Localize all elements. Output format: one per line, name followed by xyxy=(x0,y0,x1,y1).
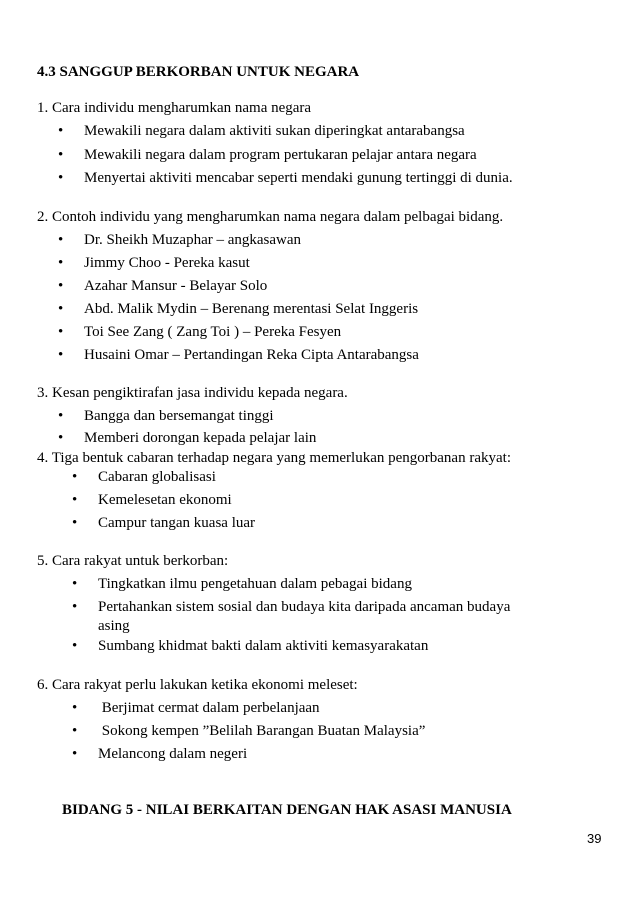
bullet-icon: • xyxy=(58,147,64,163)
bullet-icon: • xyxy=(72,515,78,531)
list-item: Melancong dalam negeri xyxy=(98,746,248,762)
bullet-icon: • xyxy=(72,746,78,762)
list-item: Memberi dorongan kepada pelajar lain xyxy=(84,430,317,446)
bullet-icon: • xyxy=(72,492,78,508)
footer-heading: BIDANG 5 - NILAI BERKAITAN DENGAN HAK ASASI MANUSIA xyxy=(62,802,512,818)
bullet-icon: • xyxy=(72,700,78,716)
bullet-icon: • xyxy=(72,638,78,654)
list-item: Toi See Zang ( Zang Toi ) – Pereka Fesyen xyxy=(84,324,342,340)
bullet-icon: • xyxy=(58,123,64,139)
section-2-heading: 2. Contoh individu yang mengharumkan nama negara dalam pelbagai bidang. xyxy=(37,209,504,225)
list-item: Abd. Malik Mydin – Berenang merentasi Selat Inggeris xyxy=(84,301,419,317)
bullet-icon: • xyxy=(58,301,64,317)
list-item: Cabaran globalisasi xyxy=(98,469,216,485)
bullet-icon: • xyxy=(58,324,64,340)
list-item-continuation: asing xyxy=(98,618,130,634)
bullet-icon: • xyxy=(58,408,64,424)
bullet-icon: • xyxy=(72,469,78,485)
list-item: Kemelesetan ekonomi xyxy=(98,492,232,508)
bullet-icon: • xyxy=(58,255,64,271)
bullet-icon: • xyxy=(58,347,64,363)
list-item: Berjimat cermat dalam perbelanjaan xyxy=(98,700,320,716)
bullet-icon: • xyxy=(72,723,78,739)
section-title: 4.3 SANGGUP BERKORBAN UNTUK NEGARA xyxy=(37,64,360,80)
page-number: 39 xyxy=(587,831,602,846)
list-item: Pertahankan sistem sosial dan budaya kita daripada ancaman budaya xyxy=(98,599,511,615)
list-item: Mewakili negara dalam aktiviti sukan diperingkat antarabangsa xyxy=(84,123,465,139)
bullet-icon: • xyxy=(58,278,64,294)
list-item: Azahar Mansur - Belayar Solo xyxy=(84,278,268,294)
list-item: Bangga dan bersemangat tinggi xyxy=(84,408,274,424)
section-3-heading: 3. Kesan pengiktirafan jasa individu kepada negara. xyxy=(37,385,348,401)
list-item: Mewakili negara dalam program pertukaran pelajar antara negara xyxy=(84,147,477,163)
section-4-heading: 4. Tiga bentuk cabaran terhadap negara yang memerlukan pengorbanan rakyat: xyxy=(37,450,511,466)
list-item: Sumbang khidmat bakti dalam aktiviti kemasyarakatan xyxy=(98,638,429,654)
bullet-icon: • xyxy=(58,170,64,186)
section-6-heading: 6. Cara rakyat perlu lakukan ketika ekonomi meleset: xyxy=(37,677,358,693)
list-item: Dr. Sheikh Muzaphar – angkasawan xyxy=(84,232,302,248)
list-item: Tingkatkan ilmu pengetahuan dalam pebagai bidang xyxy=(98,576,412,592)
list-item: Husaini Omar – Pertandingan Reka Cipta Antarabangsa xyxy=(84,347,419,363)
section-1-heading: 1. Cara individu mengharumkan nama negara xyxy=(37,100,312,116)
bullet-icon: • xyxy=(72,599,78,615)
list-item: Jimmy Choo - Pereka kasut xyxy=(84,255,250,271)
bullet-icon: • xyxy=(58,430,64,446)
bullet-icon: • xyxy=(58,232,64,248)
bullet-icon: • xyxy=(72,576,78,592)
list-item: Campur tangan kuasa luar xyxy=(98,515,256,531)
list-item: Menyertai aktiviti mencabar seperti mendaki gunung tertinggi di dunia. xyxy=(84,170,513,186)
list-item: Sokong kempen ”Belilah Barangan Buatan Malaysia” xyxy=(98,723,426,739)
section-5-heading: 5. Cara rakyat untuk berkorban: xyxy=(37,553,229,569)
